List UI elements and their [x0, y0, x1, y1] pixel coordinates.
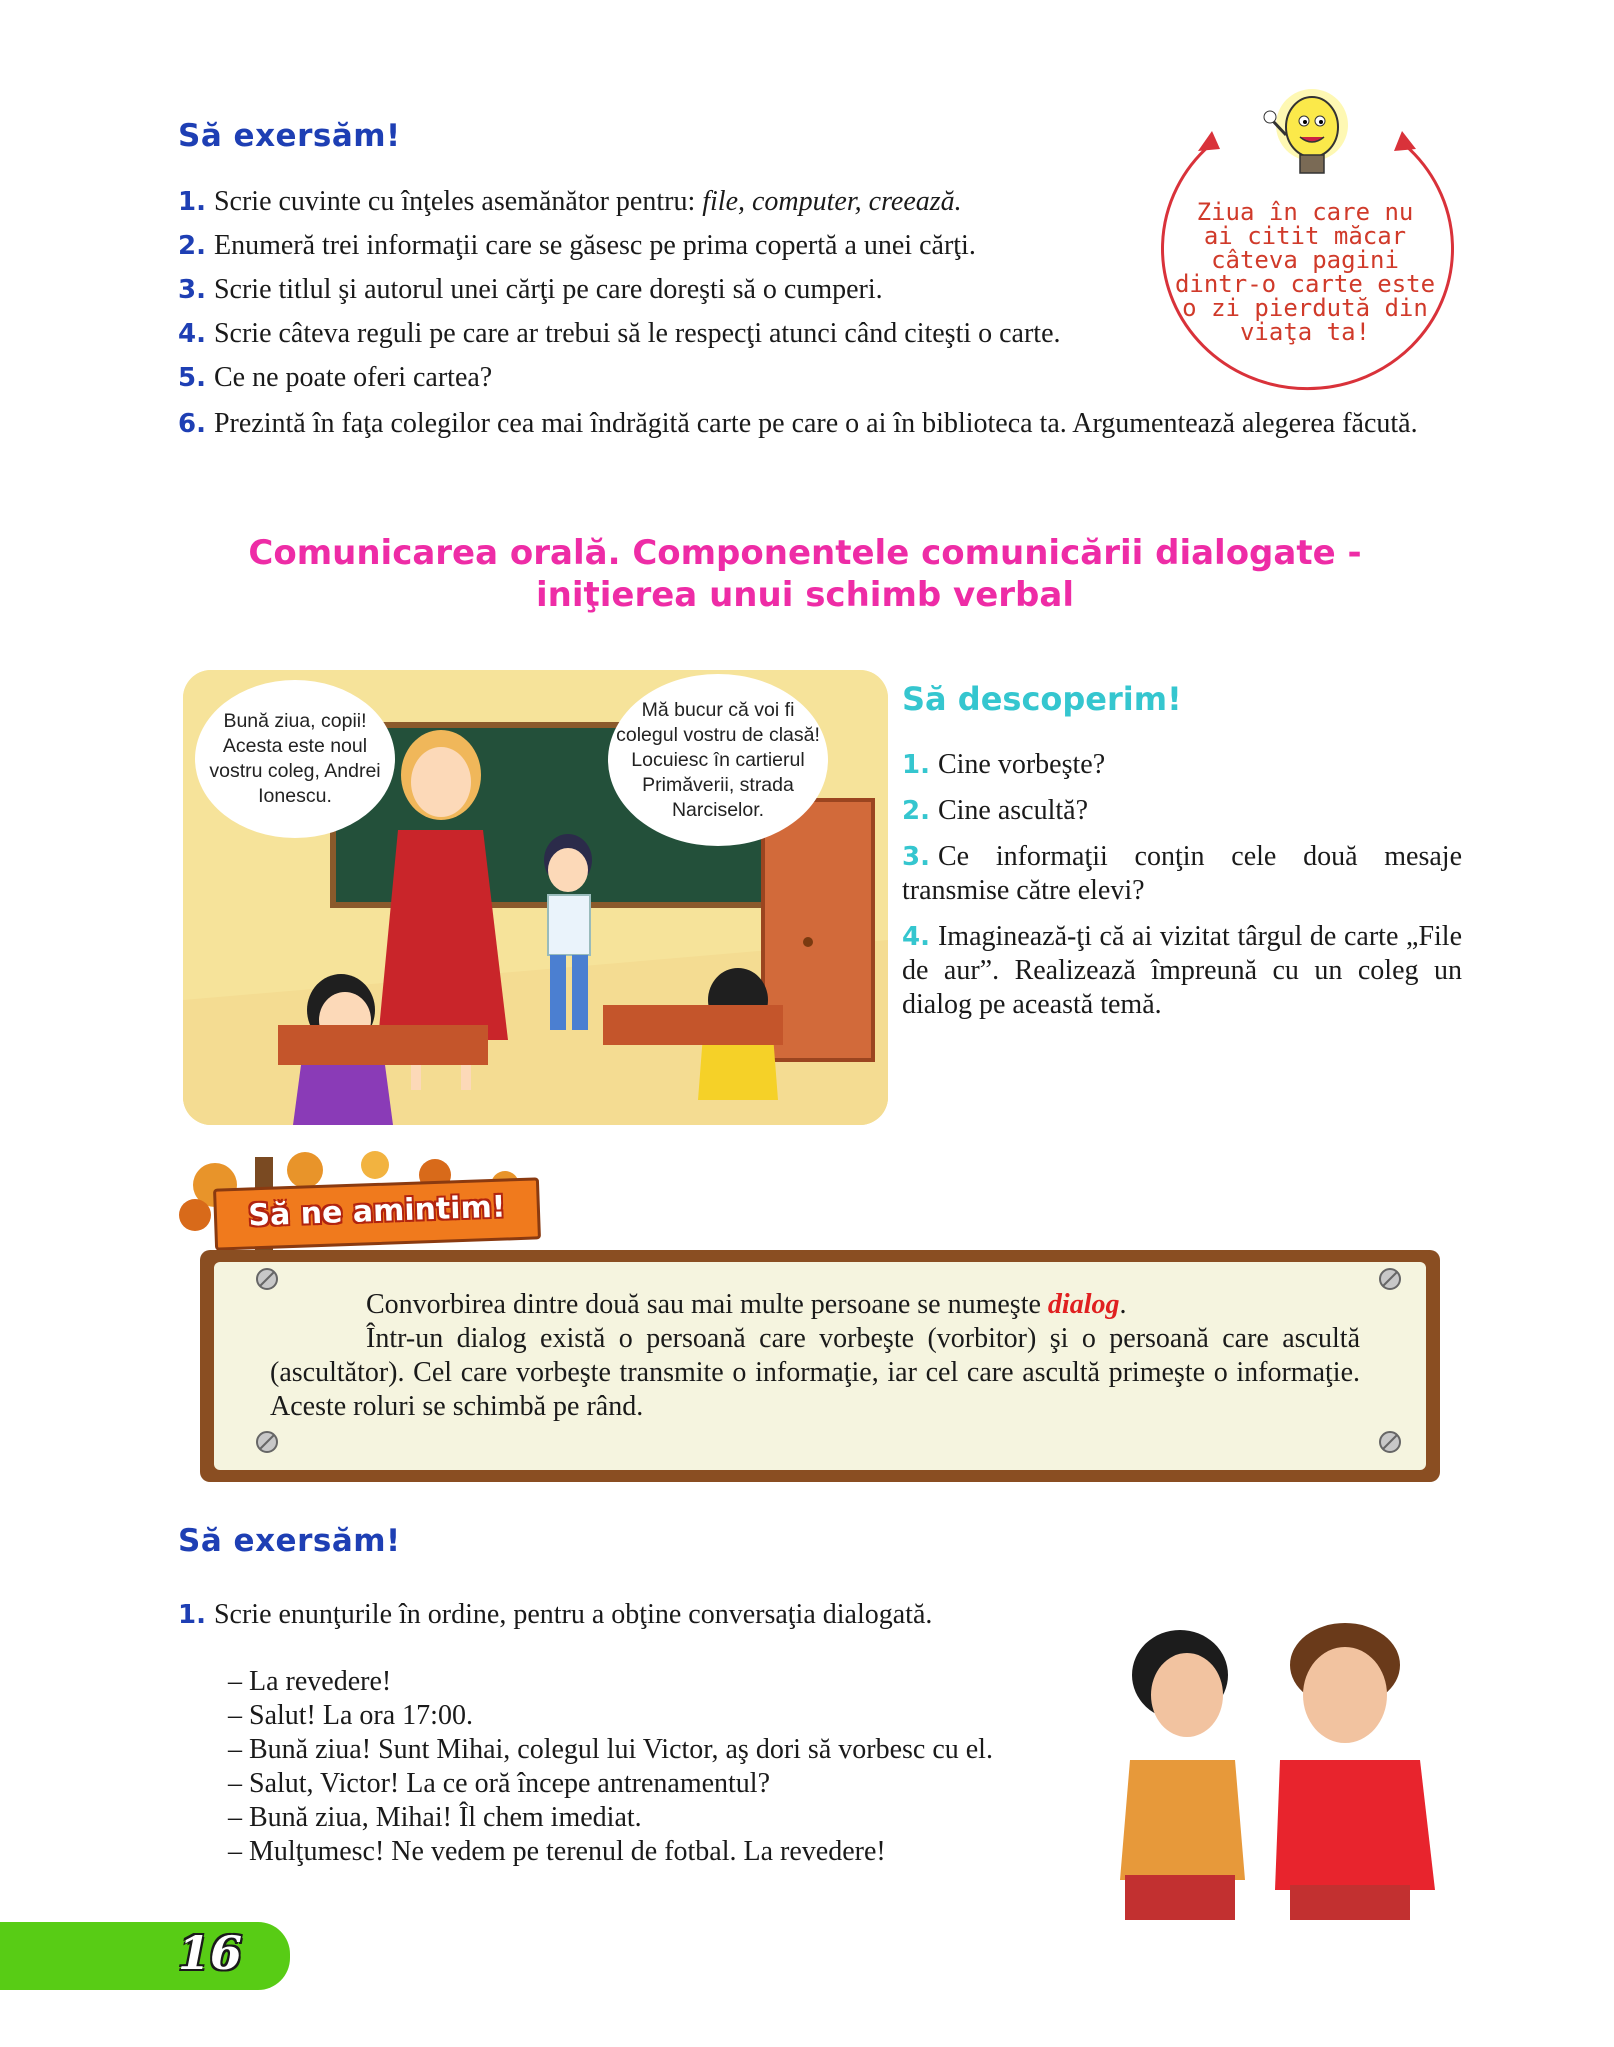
item-number: 3. — [178, 275, 206, 305]
task-number: 1. — [178, 1600, 206, 1630]
boy-left-figure — [1120, 1630, 1245, 1920]
quote-line: o zi pierdută din — [1182, 294, 1428, 322]
task-text: Scrie enunţurile în ordine, pentru a obţine conversaţia dialogată. — [213, 1599, 933, 1630]
speech-bubble-teacher: Bună ziua, copii! Acesta este noul vostru coleg, Andrei Ionescu. — [195, 680, 395, 838]
item-text: Ce ne poate oferi cartea? — [213, 362, 493, 393]
list-item — [178, 407, 1428, 441]
section-heading: Să exersăm! — [178, 1523, 401, 1559]
item-text: Scrie cuvinte cu înţeles asemănător pentru: — [213, 186, 703, 217]
lesson-title — [150, 532, 1460, 616]
dialog-line: – Mulţumesc! Ne vedem pe terenul de fotbal. La revedere! — [228, 1836, 886, 1867]
quote-line: câteva pagini — [1211, 246, 1399, 274]
section-heading: Să exersăm! — [178, 118, 401, 154]
item-italic-text: file, computer, creează. — [702, 186, 962, 217]
item-text: Cine vorbeşte? — [937, 749, 1106, 780]
dialog-term: dialog — [1047, 1289, 1120, 1320]
item-text: Ce informaţii conţin cele două mesaje transmise către elevi? — [902, 841, 1462, 906]
dialog-lines — [228, 1665, 1128, 1869]
remember-paragraph: Într-un dialog există o persoană care vorbeşte (vorbitor) şi o persoană care ascultă (ascultător). Cel care vorbeşte transmite o informaţie, iar cel care ascultă primeşte o informaţie. Aceste roluri se schimbă pe rând. — [270, 1323, 1360, 1422]
lesson-title-line: Comunicarea orală. Componentele comunicării dialogate - — [248, 533, 1362, 573]
screw-icon — [1378, 1267, 1402, 1296]
list-item — [902, 748, 1462, 782]
quote-line: dintr-o carte este — [1174, 270, 1436, 298]
item-text: Prezintă în faţa colegilor cea mai îndrăgită carte pe care o ai în biblioteca ta. Argumentează alegerea făcută. — [213, 408, 1418, 439]
item-number: 6. — [178, 409, 206, 439]
speech-bubble-boy: Mă bucur că voi fi colegul vostru de clasă! Locuiesc în cartierul Primăverii, strada Narciselor. — [608, 674, 828, 846]
desk — [603, 1005, 783, 1045]
quote-line: viaţa ta! — [1239, 318, 1371, 346]
item-number: 4. — [902, 922, 930, 952]
item-text: Imaginează-ţi că ai vizitat târgul de carte „File de aur”. Realizează împreună cu un coleg un dialog pe această temă. — [902, 921, 1462, 1020]
item-text: Enumeră trei informaţii care se găsesc pe prima copertă a unei cărţi. — [213, 230, 976, 261]
remember-text — [270, 1288, 1360, 1424]
remember-paragraph — [270, 1288, 1360, 1322]
dialog-line: – Salut! La ora 17:00. — [228, 1700, 473, 1731]
remember-label: Să ne amintim! — [247, 1189, 507, 1234]
remember-banner — [213, 1177, 541, 1250]
page-number: 16 — [178, 1926, 243, 1980]
page-number-tab — [0, 1922, 290, 1990]
discover-heading: Să descoperim! — [902, 680, 1182, 718]
classroom-illustration — [183, 670, 888, 1125]
text-span: Convorbirea dintre două sau mai multe persoane se numeşte — [366, 1289, 1048, 1320]
task-instruction — [178, 1598, 932, 1632]
boy-right-figure — [1275, 1623, 1435, 1920]
dialog-line: – La revedere! — [228, 1666, 392, 1697]
list-item — [902, 920, 1462, 1022]
screw-icon — [255, 1430, 279, 1459]
arrow-head-right — [1394, 131, 1416, 151]
quote-line: Ziua în care nu — [1196, 198, 1414, 226]
desk — [278, 1025, 488, 1065]
item-number: 1. — [178, 187, 206, 217]
list-item — [902, 794, 1462, 828]
item-number: 3. — [902, 842, 930, 872]
screw-icon — [1378, 1430, 1402, 1459]
lightbulb-icon — [1264, 89, 1348, 173]
quote-text — [1160, 200, 1450, 344]
item-number: 1. — [902, 750, 930, 780]
item-number: 5. — [178, 363, 206, 393]
discover-list — [902, 748, 1462, 1022]
item-number: 2. — [178, 231, 206, 261]
item-number: 4. — [178, 319, 206, 349]
two-boys-illustration — [1095, 1620, 1455, 1920]
item-text: Scrie câteva reguli pe care ar trebui să le respecţi atunci când citeşti o carte. — [213, 318, 1061, 349]
dialog-line: – Salut, Victor! La ce oră începe antrenamentul? — [228, 1768, 771, 1799]
dialog-line: – Bună ziua, Mihai! Îl chem imediat. — [228, 1802, 642, 1833]
item-number: 2. — [902, 796, 930, 826]
text-span: . — [1119, 1289, 1127, 1320]
arrow-head-left — [1198, 131, 1220, 151]
quote-line: ai citit măcar — [1203, 222, 1407, 250]
list-item — [902, 840, 1462, 908]
item-text: Cine ascultă? — [937, 795, 1089, 826]
dialog-line: – Bună ziua! Sunt Mihai, colegul lui Victor, aş dori să vorbesc cu el. — [228, 1734, 993, 1765]
item-text: Scrie titlul şi autorul unei cărţi pe care doreşti să o cumperi. — [213, 274, 883, 305]
lesson-title-line: iniţierea unui schimb verbal — [536, 575, 1074, 615]
